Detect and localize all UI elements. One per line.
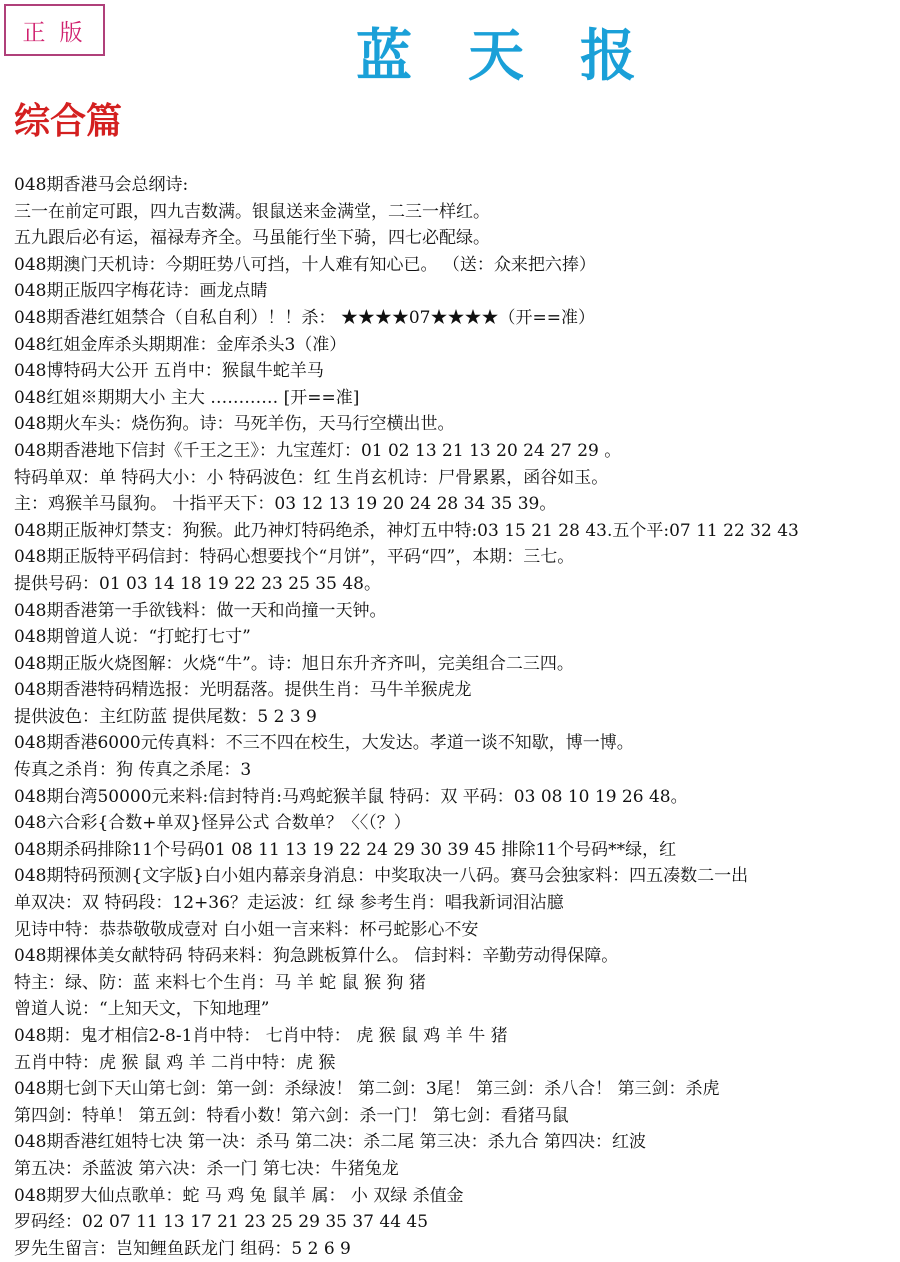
- content-line: 048期正版神灯禁支：狗猴。此乃神灯特码绝杀，神灯五中特:03 15 21 28 43.五个平:07 11 22 32 43: [14, 520, 799, 541]
- content-line: 048期裸体美女献特码 特码来料：狗急跳板算什么。 信封料：辛勤劳动得保障。: [14, 946, 619, 967]
- content-line: 五九跟后必有运，福禄寿齐全。马虽能行坐下骑，四七必配绿。: [14, 228, 490, 249]
- content-line: 五肖中特：虎 猴 鼠 鸡 羊 二肖中特：虎 猴: [14, 1052, 336, 1073]
- content-line: 048期：鬼才相信2-8-1肖中特： 七肖中特： 虎 猴 鼠 鸡 羊 牛 猪: [14, 1026, 508, 1046]
- content-line: 罗码经：02 07 11 13 17 21 23 25 29 35 37 44 45: [14, 1212, 429, 1233]
- content-line: 048红姐※期期大小 主大 ………… [开==准]: [14, 387, 360, 408]
- content-line: 048红姐金库杀头期期准：金库杀头3（准）: [14, 334, 347, 355]
- content-line: 048期特码预测{文字版}白小姐内幕亲身消息：中奖取决一八码。赛马会独家料：四五凑数二一出: [14, 866, 749, 887]
- edition-badge: 正版: [4, 4, 105, 56]
- content-line: 048六合彩{合数+单双}怪异公式 合数单？〈〈（？）: [14, 813, 411, 834]
- content-line: 048期香港特码精选报：光明磊落。提供生肖：马牛羊猴虎龙: [14, 680, 472, 701]
- content-line: 特主：绿、防：蓝 来料七个生肖：马 羊 蛇 鼠 猴 狗 猪: [14, 972, 426, 993]
- content-line: 048期澳门天机诗：今期旺势八可挡，十人难有知心已。 （送：众来把六捧）: [14, 254, 596, 275]
- content-line: 048期罗大仙点歌单：蛇 马 鸡 兔 鼠羊 属： 小 双绿 杀值金: [14, 1185, 464, 1206]
- page-title: 蓝天报: [356, 23, 692, 89]
- content-line: 主：鸡猴羊马鼠狗。 十指平天下：03 12 13 19 20 24 28 34 35 39。: [14, 494, 557, 515]
- content-line: 048博特码大公开 五肖中：猴鼠牛蛇羊马: [14, 361, 324, 382]
- content-line: 048期七剑下天山第七剑：第一剑：杀绿波！ 第二剑：3尾！ 第三剑：杀八合！ 第三剑：杀虎: [14, 1079, 720, 1100]
- content-line: 048期香港红姐禁合（自私自利）！！杀： ★★★★07★★★★（开==准）: [14, 307, 595, 328]
- content-line: 048期香港6000元传真料：不三不四在校生，大发达。孝道一谈不知歇，博一博。: [14, 733, 634, 754]
- content-line: 单双决：双 特码段：12+36？走运波：红 绿 参考生肖：唱我新词泪沾臆: [14, 893, 564, 914]
- content-line: 特码单双：单 特码大小：小 特码波色：红 生肖玄机诗：尸骨累累，函谷如玉。: [14, 467, 609, 488]
- content-line: 第五决：杀蓝波 第六决：杀一门 第七决：牛猪兔龙: [14, 1158, 399, 1179]
- content-line: 罗先生留言：岂知鲤鱼跃龙门 组码：5 2 6 9: [14, 1238, 351, 1259]
- content-line: 048期正版火烧图解：火烧“牛”。诗：旭日东升齐齐叫，完美组合二三四。: [14, 653, 574, 674]
- content-line: 提供波色：主红防蓝 提供尾数：5 2 3 9: [14, 706, 317, 727]
- content-line: 见诗中特：恭恭敬敬成壹对 白小姐一言来料：杯弓蛇影心不安: [14, 919, 479, 940]
- section-heading: 综合篇: [14, 100, 123, 142]
- content-line: 048期香港红姐特七决 第一决：杀马 第二决：杀二尾 第三决：杀九合 第四决：红波: [14, 1132, 647, 1153]
- content-line: 048期香港马会总纲诗:: [14, 175, 189, 195]
- content-line: 048期正版特平码信封：特码心想要找个“月饼”，平码“四”，本期：三七。: [14, 547, 575, 568]
- content-line: 提供号码：01 03 14 18 19 22 23 25 35 48。: [14, 573, 381, 594]
- content-line: 048期正版四字梅花诗：画龙点睛: [14, 281, 268, 302]
- content-line: 048期曾道人说：“打蛇打七寸”: [14, 627, 251, 648]
- content-lines: [14, 172, 900, 1262]
- content-line: 曾道人说：“上知天文，下知地理”: [14, 999, 270, 1020]
- content-line: 048期杀码排除11个号码01 08 11 13 19 22 24 29 30 39 45 排除11个号码**绿，红: [14, 839, 677, 860]
- content-line: 048期香港第一手欲钱料：做一天和尚撞一天钟。: [14, 600, 387, 621]
- content-line: 048期火车头：烧伤狗。诗：马死羊伤，天马行空横出世。: [14, 414, 455, 435]
- content-line: 第四剑：特单！ 第五剑：特看小数！第六剑：杀一门！ 第七剑：看猪马鼠: [14, 1105, 569, 1126]
- content-line: 048期香港地下信封《千王之王》：九宝莲灯：01 02 13 21 13 20 24 27 29 。: [14, 440, 622, 461]
- content-line: 传真之杀肖：狗 传真之杀尾：3: [14, 760, 252, 781]
- content-line: 三一在前定可跟，四九吉数满。银鼠送来金满堂，二三一样红。: [14, 201, 490, 222]
- content-line: 048期台湾50000元来料:信封特肖:马鸡蛇猴羊鼠 特码：双 平码：03 08 10 19 26 48。: [14, 786, 688, 807]
